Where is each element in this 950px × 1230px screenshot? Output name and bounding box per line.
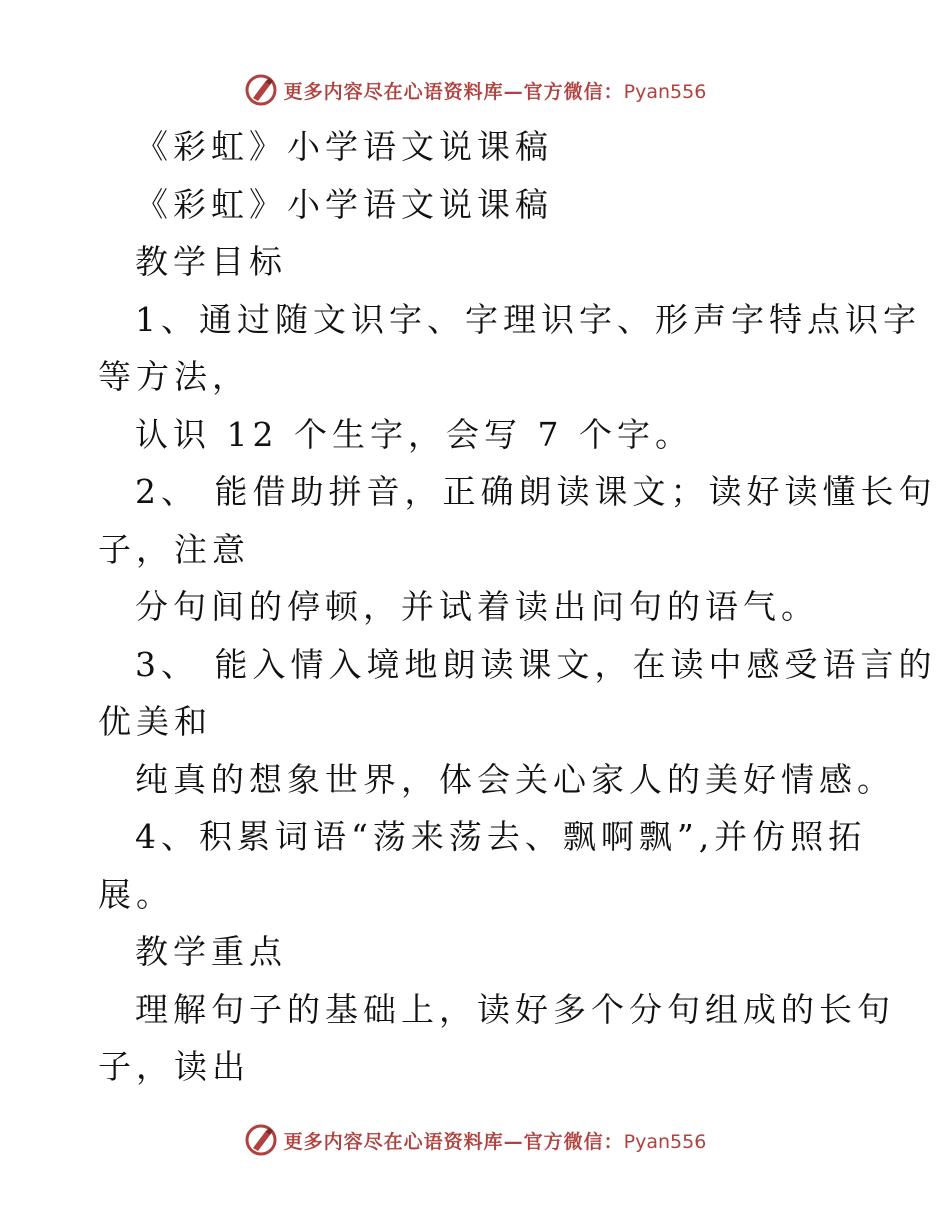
doc-title-repeat: 《彩虹》小学语文说课稿: [135, 184, 553, 224]
paragraph-line: 优美和: [98, 702, 212, 741]
paragraph-line: 理解句子的基础上，读好多个分句组成的长句: [135, 989, 895, 1029]
paragraph-line: 纯真的想象世界，体会关心家人的美好情感。: [135, 759, 895, 799]
paragraph-line: 分句间的停顿，并试着读出问句的语气。: [135, 587, 819, 626]
doc-title: 《彩虹》小学语文说课稿: [135, 127, 553, 166]
section-heading-key-points: 教学重点: [135, 932, 287, 971]
paragraph-line: 4、积累词语“荡来荡去、飘啊飘”,并仿照拓: [135, 817, 867, 856]
paragraph-line: 子，注意: [98, 529, 250, 569]
pen-nib-logo-icon: [244, 73, 278, 107]
paragraph-line: 3、 能入情入境地朗读课文，在读中感受语言的: [135, 644, 937, 684]
section-heading-objectives: 教学目标: [135, 242, 287, 281]
paragraph-line: 子，读出: [98, 1047, 250, 1086]
paragraph-line: 1、通过随文识字、字理识字、形声字特点识字: [135, 299, 921, 339]
watermark-text: 更多内容尽在心语资料库—官方微信：Pyan556: [283, 1130, 707, 1153]
paragraph-line: 认识 12 个生字，会写 7 个字。: [135, 414, 693, 454]
document-body: [98, 118, 937, 1096]
header-watermark: [0, 70, 950, 110]
pen-nib-logo-icon: [244, 1123, 278, 1157]
footer-watermark: [0, 1120, 950, 1160]
paragraph-line: 2、 能借助拼音，正确朗读课文；读好读懂长句: [135, 472, 937, 511]
watermark-text: 更多内容尽在心语资料库—官方微信：Pyan556: [283, 80, 707, 103]
paragraph-line: 等方法，: [98, 357, 250, 396]
paragraph-line: 展。: [98, 874, 174, 914]
